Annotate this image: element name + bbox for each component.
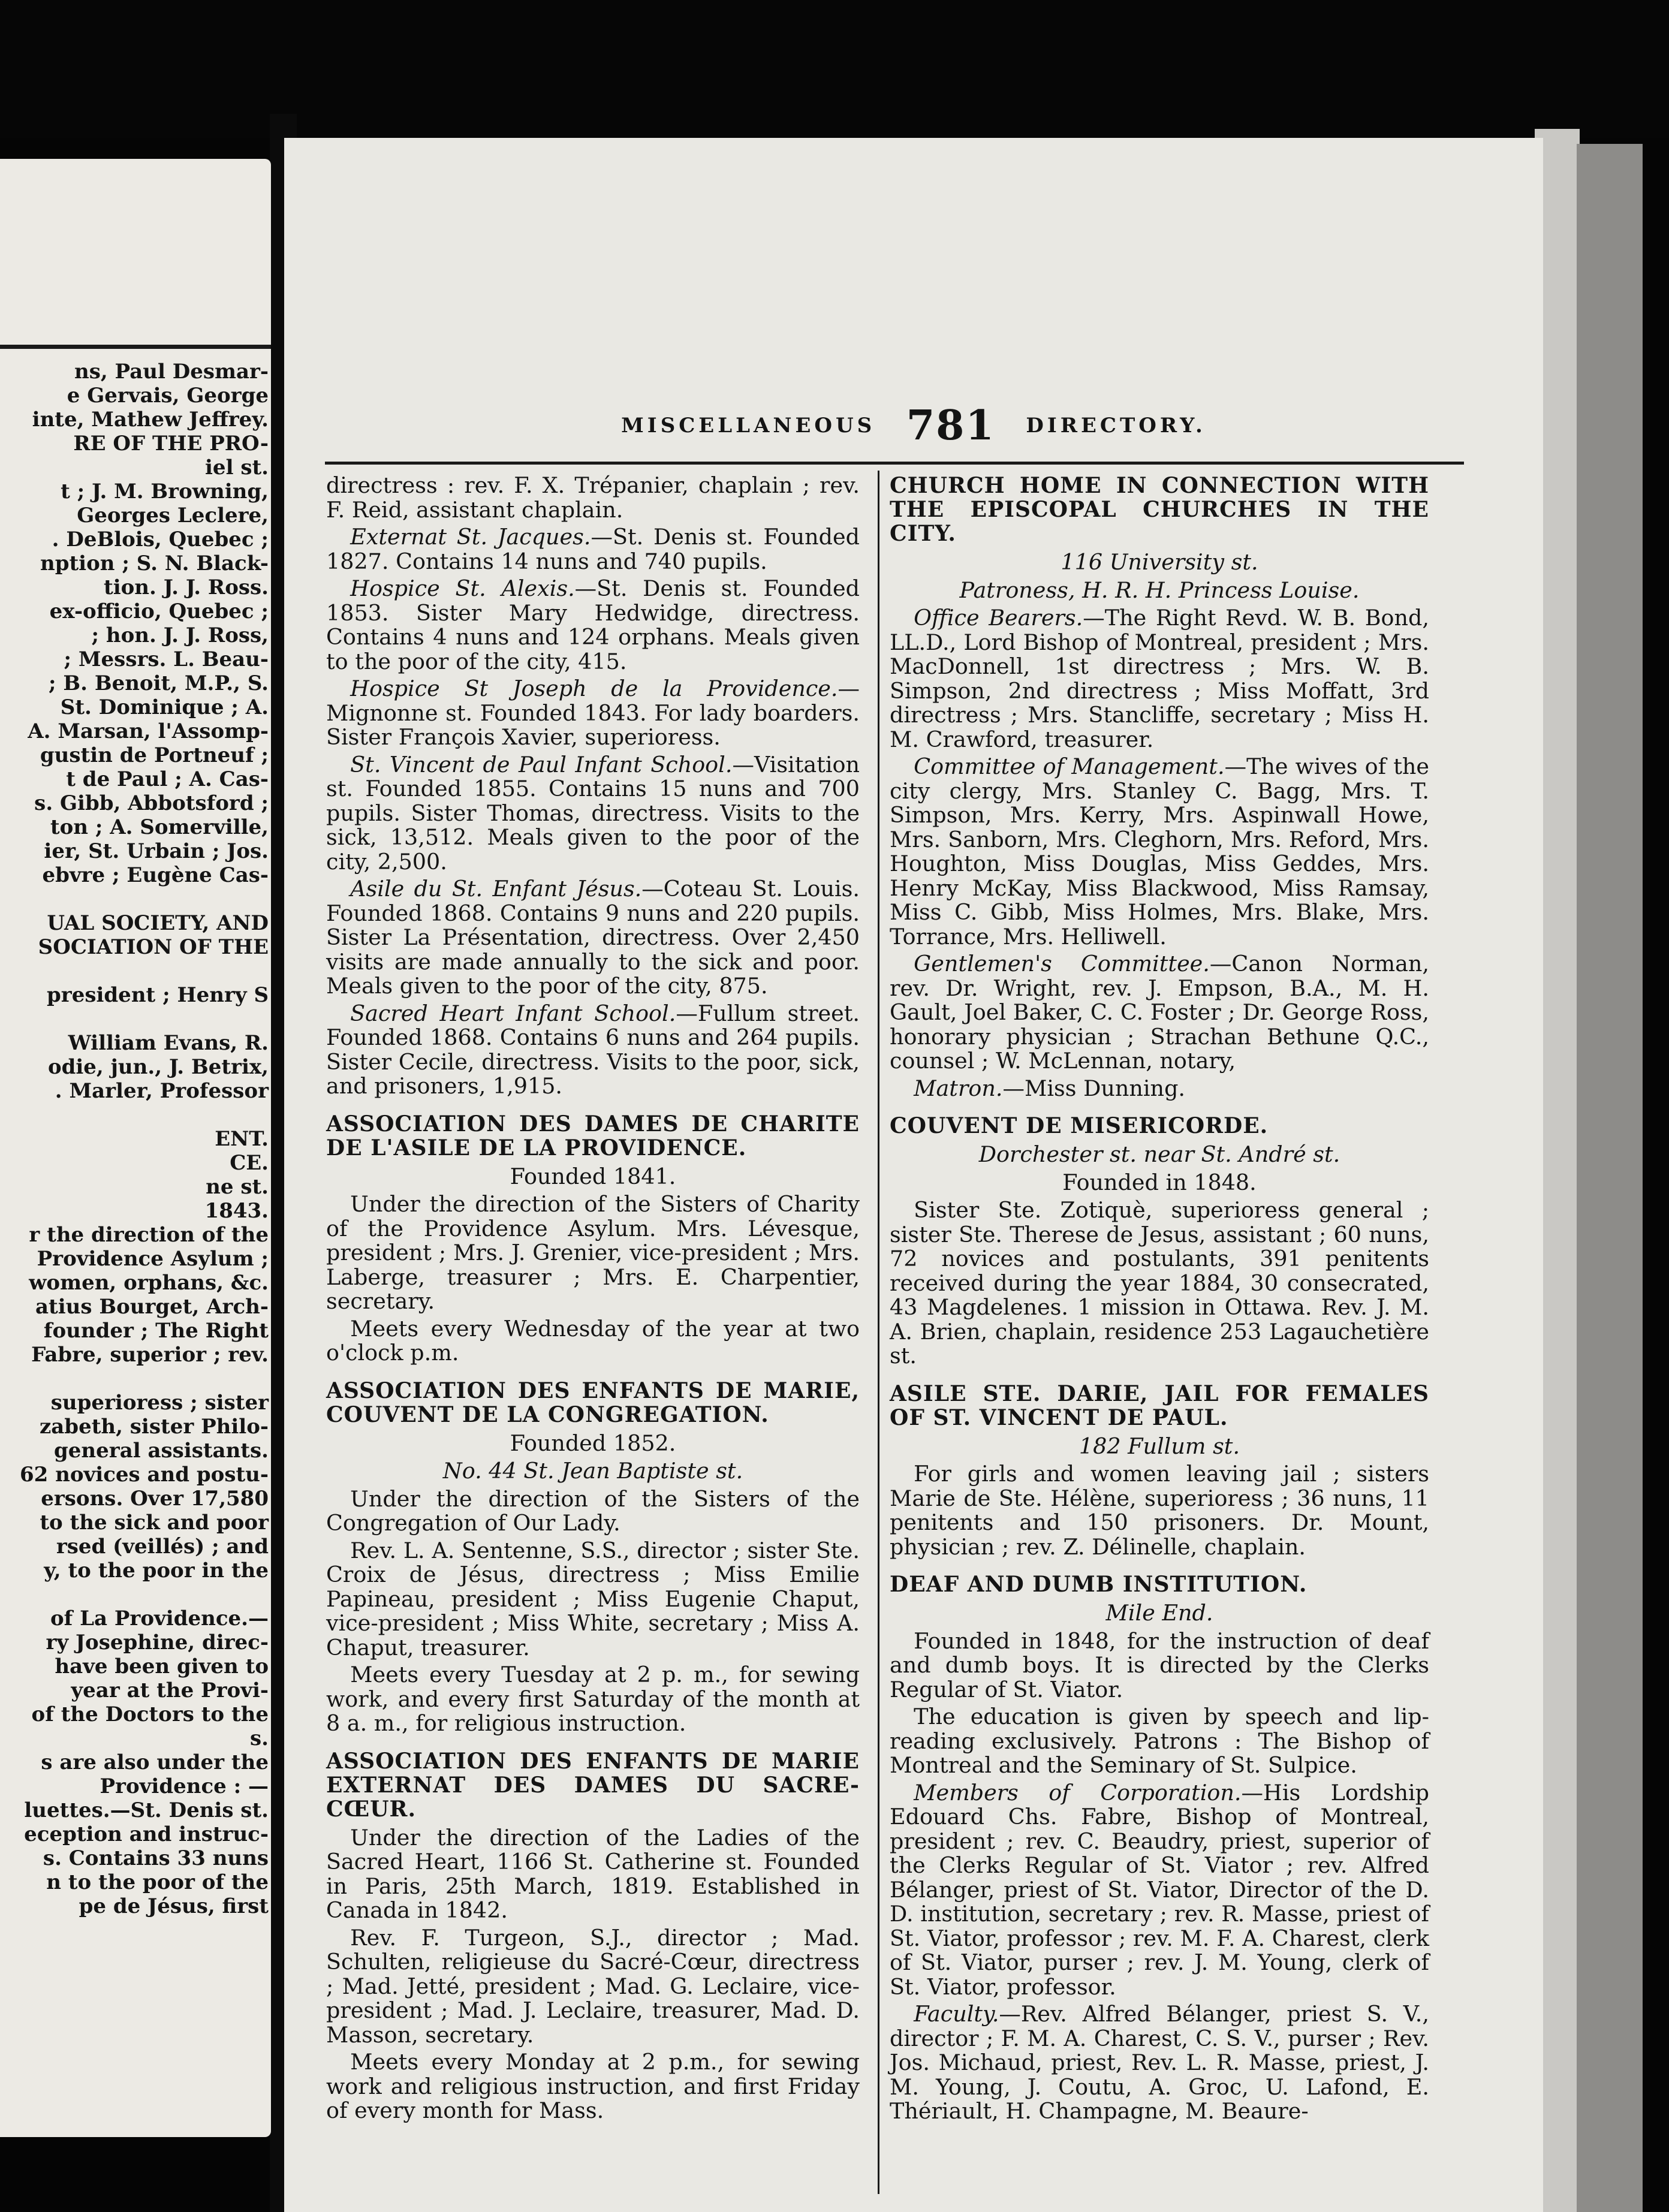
previous-page-line: zabeth, sister Philo- [39,1415,269,1439]
entry-paragraph [890,1077,1429,1101]
entry-paragraph [890,606,1429,752]
page-number: 781 [906,402,995,450]
previous-page-line: to the sick and poor [40,1511,269,1535]
column-divider [878,471,879,2194]
entry-text: —The Right Revd. W. B. Bond, LL.D., Lord Bishop of Montreal, president ; Mrs. MacDonnell, 1st directress ; Mrs. W. B. Simpson, 2nd directress ; Miss Moffatt, 3rd directress ; Mrs. Stancliffe, secretary ; Miss H. M. Crawford, treasurer. [890,605,1430,752]
previous-page-line: UAL SOCIETY, AND [47,911,269,935]
previous-page-line: t ; J. M. Browning, [61,480,269,504]
entry-paragraph [326,1663,860,1736]
previous-page-line: . DeBlois, Quebec ; [52,528,269,552]
previous-page-line: Providence Asylum ; [37,1247,269,1271]
entry-paragraph [890,1781,1429,2000]
previous-page-line: ne st. [206,1175,269,1199]
previous-page-line: St. Dominique ; A. [60,695,269,719]
entry-paragraph [326,1002,860,1099]
entry-text: Meets every Wednesday of the year at two o'clock p.m. [326,1315,860,1366]
previous-page-line: year at the Provi- [71,1678,269,1702]
previous-page-line: of the Doctors to the [31,1702,269,1726]
section-heading: ASSOCIATION DES ENFANTS DE MARIE, COUVENT DE LA CONGREGATION. [326,1378,860,1427]
previous-page-line: Fabre, superior ; rev. [31,1343,269,1367]
entry-title: Hospice St Joseph de la Providence. [350,676,838,701]
previous-page-line: ; Messrs. L. Beau- [64,647,269,671]
entry-text: directress : rev. F. X. Trépanier, chaplain ; rev. F. Reid, assistant chaplain. [326,472,860,523]
section-heading: ASSOCIATION DES ENFANTS DE MARIE EXTERNAT DES DAMES DU SACRE-CŒUR. [326,1748,860,1822]
previous-page-line: of La Providence.— [50,1607,269,1631]
previous-page-line: Providence : — [100,1774,269,1798]
entry-paragraph [890,1629,1429,1702]
section-subheading: Founded in 1848. [1062,1169,1257,1195]
entry-text: Meets every Monday at 2 p.m., for sewing work and religious instruction, and first Friday of every month for Mass. [326,2049,860,2123]
previous-page-line: s. Gibb, Abbotsford ; [34,791,269,815]
previous-page-line: ; hon. J. J. Ross, [91,623,269,647]
section-heading: DEAF AND DUMB INSTITUTION. [890,1572,1308,1597]
entry-title: St. Vincent de Paul Infant School. [350,751,733,777]
entry-title: Asile du St. Enfant Jésus. [350,876,642,902]
previous-page-line: eception and instruc- [24,1822,269,1846]
previous-page-line: s. Contains 33 nuns [43,1846,269,1870]
previous-page-line: ENT. [215,1127,269,1151]
previous-page-line: atius Bourget, Arch- [35,1295,269,1319]
entry-text: —His Lordship Edouard Chs. Fabre, Bishop of Montreal, president ; rev. C. Beaudry, priest, superior of the Clerks Regular of St. Viator ; rev. Alfred Bélanger, priest of St. Viator, Director of the D. D. institution, secretary ; rev. R. Masse, priest of St. Viator, professor ; rev. M. F. A. Charest, clerk of St. Viator, purser ; rev. J. M. Young, clerk of St. Viator, professor. [890,1779,1429,2000]
entry-text: Sister Ste. Zotiquè, superioress general ; sister Ste. Therese de Jesus, assistant ; 60 nuns, 72 novices and postulants, 391 penitents received during the year 1884, 30 consecrated, 43 Magdelenes. 1 mission in Ottawa. Rev. J. M. A. Brien, chaplain, residence 253 Lagauchetière st. [890,1197,1429,1369]
directory-page [284,138,1543,2212]
entry-title: Hospice St. Alexis. [350,575,575,601]
section-subheading: Mile End. [1105,1600,1213,1626]
section-subheading: 182 Fullum st. [1078,1433,1240,1459]
entry-text: Meets every Tuesday at 2 p. m., for sewing work, and every first Saturday of the month at 8 a. m., for religious instruction. [326,1662,860,1736]
previous-page-line: Georges Leclere, [77,504,269,528]
previous-page-fragment [0,159,271,2137]
entry-paragraph [890,1198,1429,1369]
entry-title: Faculty. [914,2001,999,2027]
previous-page-line [5,1583,269,1607]
entry-text: Rev. F. Turgeon, S.J., director ; Mad. Schulten, religieuse du Sacré-Cœur, directress ; Mad. Jetté, president ; Mad. G. Leclaire, vice-president ; Mad. J. Leclaire, treasurer, Mad. D. Masson, secretary. [326,1924,860,2048]
entry-text: —Coteau St. Louis. Founded 1868. Contains 9 nuns and 220 pupils. Sister La Présentation, directress. Over 2,450 visits are made annually to the sick and poor. Meals given to the poor of the city, 875. [326,876,860,999]
entry-paragraph [326,1826,860,1923]
previous-page-line: ier, St. Urbain ; Jos. [44,839,269,863]
previous-page-line: ersons. Over 17,580 [41,1487,269,1511]
previous-page-line: gustin de Portneuf ; [40,743,269,767]
entry-paragraph [890,1705,1429,1778]
entry-text: —Fullum street. Founded 1868. Contains 6 nuns and 264 pupils. Sister Cecile, directress. Visits to the poor, sick, and prisoners, 1,915. [326,1000,860,1099]
previous-page-line: RE OF THE PRO- [73,432,269,456]
entry-paragraph [326,2050,860,2123]
section-subheading: Founded 1841. [510,1163,676,1189]
section-heading: ASILE STE. DARIE, JAIL FOR FEMALES OF ST. VINCENT DE PAUL. [890,1381,1429,1430]
previous-page-line: inte, Mathew Jeffrey. [32,408,269,432]
section-heading: CHURCH HOME IN CONNECTION WITH THE EPISCOPAL CHURCHES IN THE CITY. [890,473,1429,546]
previous-page-line: SOCIATION OF THE [38,935,269,959]
previous-page-line [5,887,269,911]
entry-paragraph [326,1192,860,1314]
previous-page-line: ry Josephine, direc- [46,1631,269,1655]
previous-page-line [5,1103,269,1127]
entry-text: Rev. L. A. Sentenne, S.S., director ; sister Ste. Croix de Jésus, directress ; Miss Emilie Papineau, president ; Miss Eugenie Chaput, vice-president ; Miss White, secretary ; Miss A. Chaput, treasurer. [326,1537,860,1660]
section-heading: COUVENT DE MISERICORDE. [890,1113,1269,1138]
entry-paragraph [890,2002,1429,2124]
entry-title: Gentlemen's Committee. [914,951,1210,977]
previous-page-line [5,959,269,983]
entry-paragraph [326,1487,860,1536]
previous-page-line [5,1007,269,1031]
previous-page-line: y, to the poor in the [44,1559,269,1583]
previous-page-line: s are also under the [41,1750,269,1774]
entry-text: Under the direction of the Ladies of the Sacred Heart, 1166 St. Catherine st. Founded in Paris, 25th March, 1819. Established in Canada in 1842. [326,1824,860,1923]
entry-paragraph [326,577,860,674]
previous-page-line: n to the poor of the [46,1870,269,1894]
previous-page-line: rsed (veillés) ; and [56,1535,269,1559]
previous-page-line: ton ; A. Somerville, [50,815,269,839]
entry-paragraph [326,753,860,875]
previous-page-line: nption ; S. N. Black- [40,552,269,575]
previous-page-line [5,1367,269,1391]
entry-paragraph [326,1539,860,1660]
previous-page-line: superioress ; sister [50,1391,269,1415]
entry-title: Committee of Management. [914,754,1225,779]
previous-page-line: 62 novices and postu- [19,1463,269,1487]
entry-title: Matron. [914,1075,1003,1101]
entry-title: Externat St. Jacques. [350,524,591,550]
section-subheading: 116 University st. [1061,549,1258,575]
entry-paragraph [326,677,860,750]
previous-page-line: A. Marsan, l'Assomp- [28,719,269,743]
previous-page-line: ; B. Benoit, M.P., S. [49,671,269,695]
section-subheading: Patroness, H. R. H. Princess Louise. [959,577,1360,603]
entry-text: —Mignonne st. Founded 1843. For lady boarders. Sister François Xavier, superioress. [326,676,860,750]
running-head-right: DIRECTORY. [1026,414,1206,438]
running-head [284,402,1543,450]
column-right [890,474,1429,2124]
entry-paragraph [326,1317,860,1366]
previous-page-line: CE. [230,1151,269,1175]
scan-background-top [0,0,1669,138]
previous-page-line: s. [250,1726,269,1750]
entry-text: Founded in 1848, for the instruction of deaf and dumb boys. It is directed by the Clerks Regular of St. Viator. [890,1628,1429,1702]
entry-paragraph [326,474,860,522]
previous-page-line: r the direction of the [29,1223,269,1247]
previous-page-line: pe de Jésus, first [79,1894,269,1918]
section-subheading: Dorchester st. near St. André st. [978,1141,1340,1167]
section-heading: ASSOCIATION DES DAMES DE CHARITE DE L'ASILE DE LA PROVIDENCE. [326,1111,860,1161]
section-subheading: No. 44 St. Jean Baptiste st. [442,1458,743,1484]
page-edge-dark [1577,144,1643,2212]
entry-text: Under the direction of the Sisters of Charity of the Providence Asylum. Mrs. Lévesque, president ; Mrs. J. Grenier, vice-president ; Mrs. Laberge, treasurer ; Mrs. E. Charpentier, secretary. [326,1191,860,1314]
previous-page-line: women, orphans, &c. [29,1271,269,1295]
previous-page-line: odie, jun., J. Betrix, [47,1055,269,1079]
entry-paragraph [326,877,860,999]
entry-title: Members of Corporation. [914,1779,1242,1806]
previous-page-line: t de Paul ; A. Cas- [66,767,269,791]
previous-page-line: William Evans, R. [68,1031,269,1055]
entry-paragraph [890,1462,1429,1559]
previous-page-text [5,360,269,1918]
entry-text: —The wives of the city clergy, Mrs. Stanley C. Bagg, Mrs. T. Simpson, Mrs. Kerry, Mrs. Aspinwall Howe, Mrs. Sanborn, Mrs. Cleghorn, Mrs. Reford, Mrs. Houghton, Miss Douglas, Miss Geddes, Mrs. Henry McKay, Miss Blackwood, Miss Ramsay, Miss C. Gibb, Miss Holmes, Mrs. Blake, Mrs. Torrance, Mrs. Helliwell. [890,754,1429,950]
previous-page-line: e Gervais, George [67,384,269,408]
entry-title: Office Bearers. [914,605,1083,631]
entry-text: For girls and women leaving jail ; sisters Marie de Ste. Hélène, superioress ; 36 nuns, 11 penitents and 150 prisoners. Dr. Mount, physician ; rev. Z. Délinelle, chaplain. [890,1461,1429,1560]
entry-text: —St. Denis st. Founded 1827. Contains 14 nuns and 740 pupils. [326,524,860,574]
entry-title: Sacred Heart Infant School. [350,1000,676,1026]
previous-page-line: founder ; The Right [43,1319,269,1343]
entry-paragraph [890,755,1429,949]
previous-page-line: . Marler, Professor [55,1079,269,1103]
entry-text: —St. Denis st. Founded 1853. Sister Mary Hedwidge, directress. Contains 4 nuns and 124 orphans. Meals given to the poor of the city, 415. [326,575,860,674]
previous-page-line: president ; Henry S [47,983,269,1007]
section-subheading: Founded 1852. [510,1430,676,1456]
column-left [326,474,860,2123]
entry-text: —Visitation st. Founded 1855. Contains 15 nuns and 700 pupils. Sister Thomas, directress. Visits to the sick, 13,512. Meals given to the poor of the city, 2,500. [326,751,860,875]
previous-page-line: tion. J. J. Ross. [104,575,269,599]
previous-page-header-rule [0,345,271,349]
previous-page-line: 1843. [204,1199,269,1223]
entry-text: Under the direction of the Sisters of the Congregation of Our Lady. [326,1485,860,1536]
previous-page-line: ex-officio, Quebec ; [49,599,269,623]
entry-text: —Rev. Alfred Bélanger, priest S. V., director ; F. M. A. Charest, C. S. V., purser ; Rev. Jos. Michaud, priest, Rev. L. R. Masse, priest, J. M. Young, J. Coutu, A. Groc, U. Lafond, E. Thériault, H. Champagne, M. Beaure- [890,2001,1429,2124]
previous-page-line: have been given to [55,1655,269,1678]
entry-text: —Miss Dunning. [1002,1075,1186,1101]
entry-paragraph [326,1926,860,2048]
previous-page-line: luettes.—St. Denis st. [24,1798,269,1822]
previous-page-line: ns, Paul Desmar- [74,360,269,384]
entry-paragraph [890,952,1429,1074]
running-head-left: MISCELLANEOUS [621,414,876,438]
previous-page-line: general assistants. [54,1439,269,1463]
entry-text: —Canon Norman, rev. Dr. Wright, rev. J. Empson, B.A., M. H. Gault, Joel Baker, C. C. Foster ; Dr. George Ross, honorary physician ; Strachan Bethune Q.C., counsel ; W. McLennan, notary, [890,951,1429,1074]
header-rule [325,462,1464,465]
previous-page-line: iel st. [205,456,269,480]
entry-text: The education is given by speech and lip-reading exclusively. Patrons : The Bishop of Montreal and the Seminary of St. Sulpice. [890,1704,1429,1778]
previous-page-line: ebvre ; Eugène Cas- [42,863,269,887]
entry-paragraph [326,525,860,574]
